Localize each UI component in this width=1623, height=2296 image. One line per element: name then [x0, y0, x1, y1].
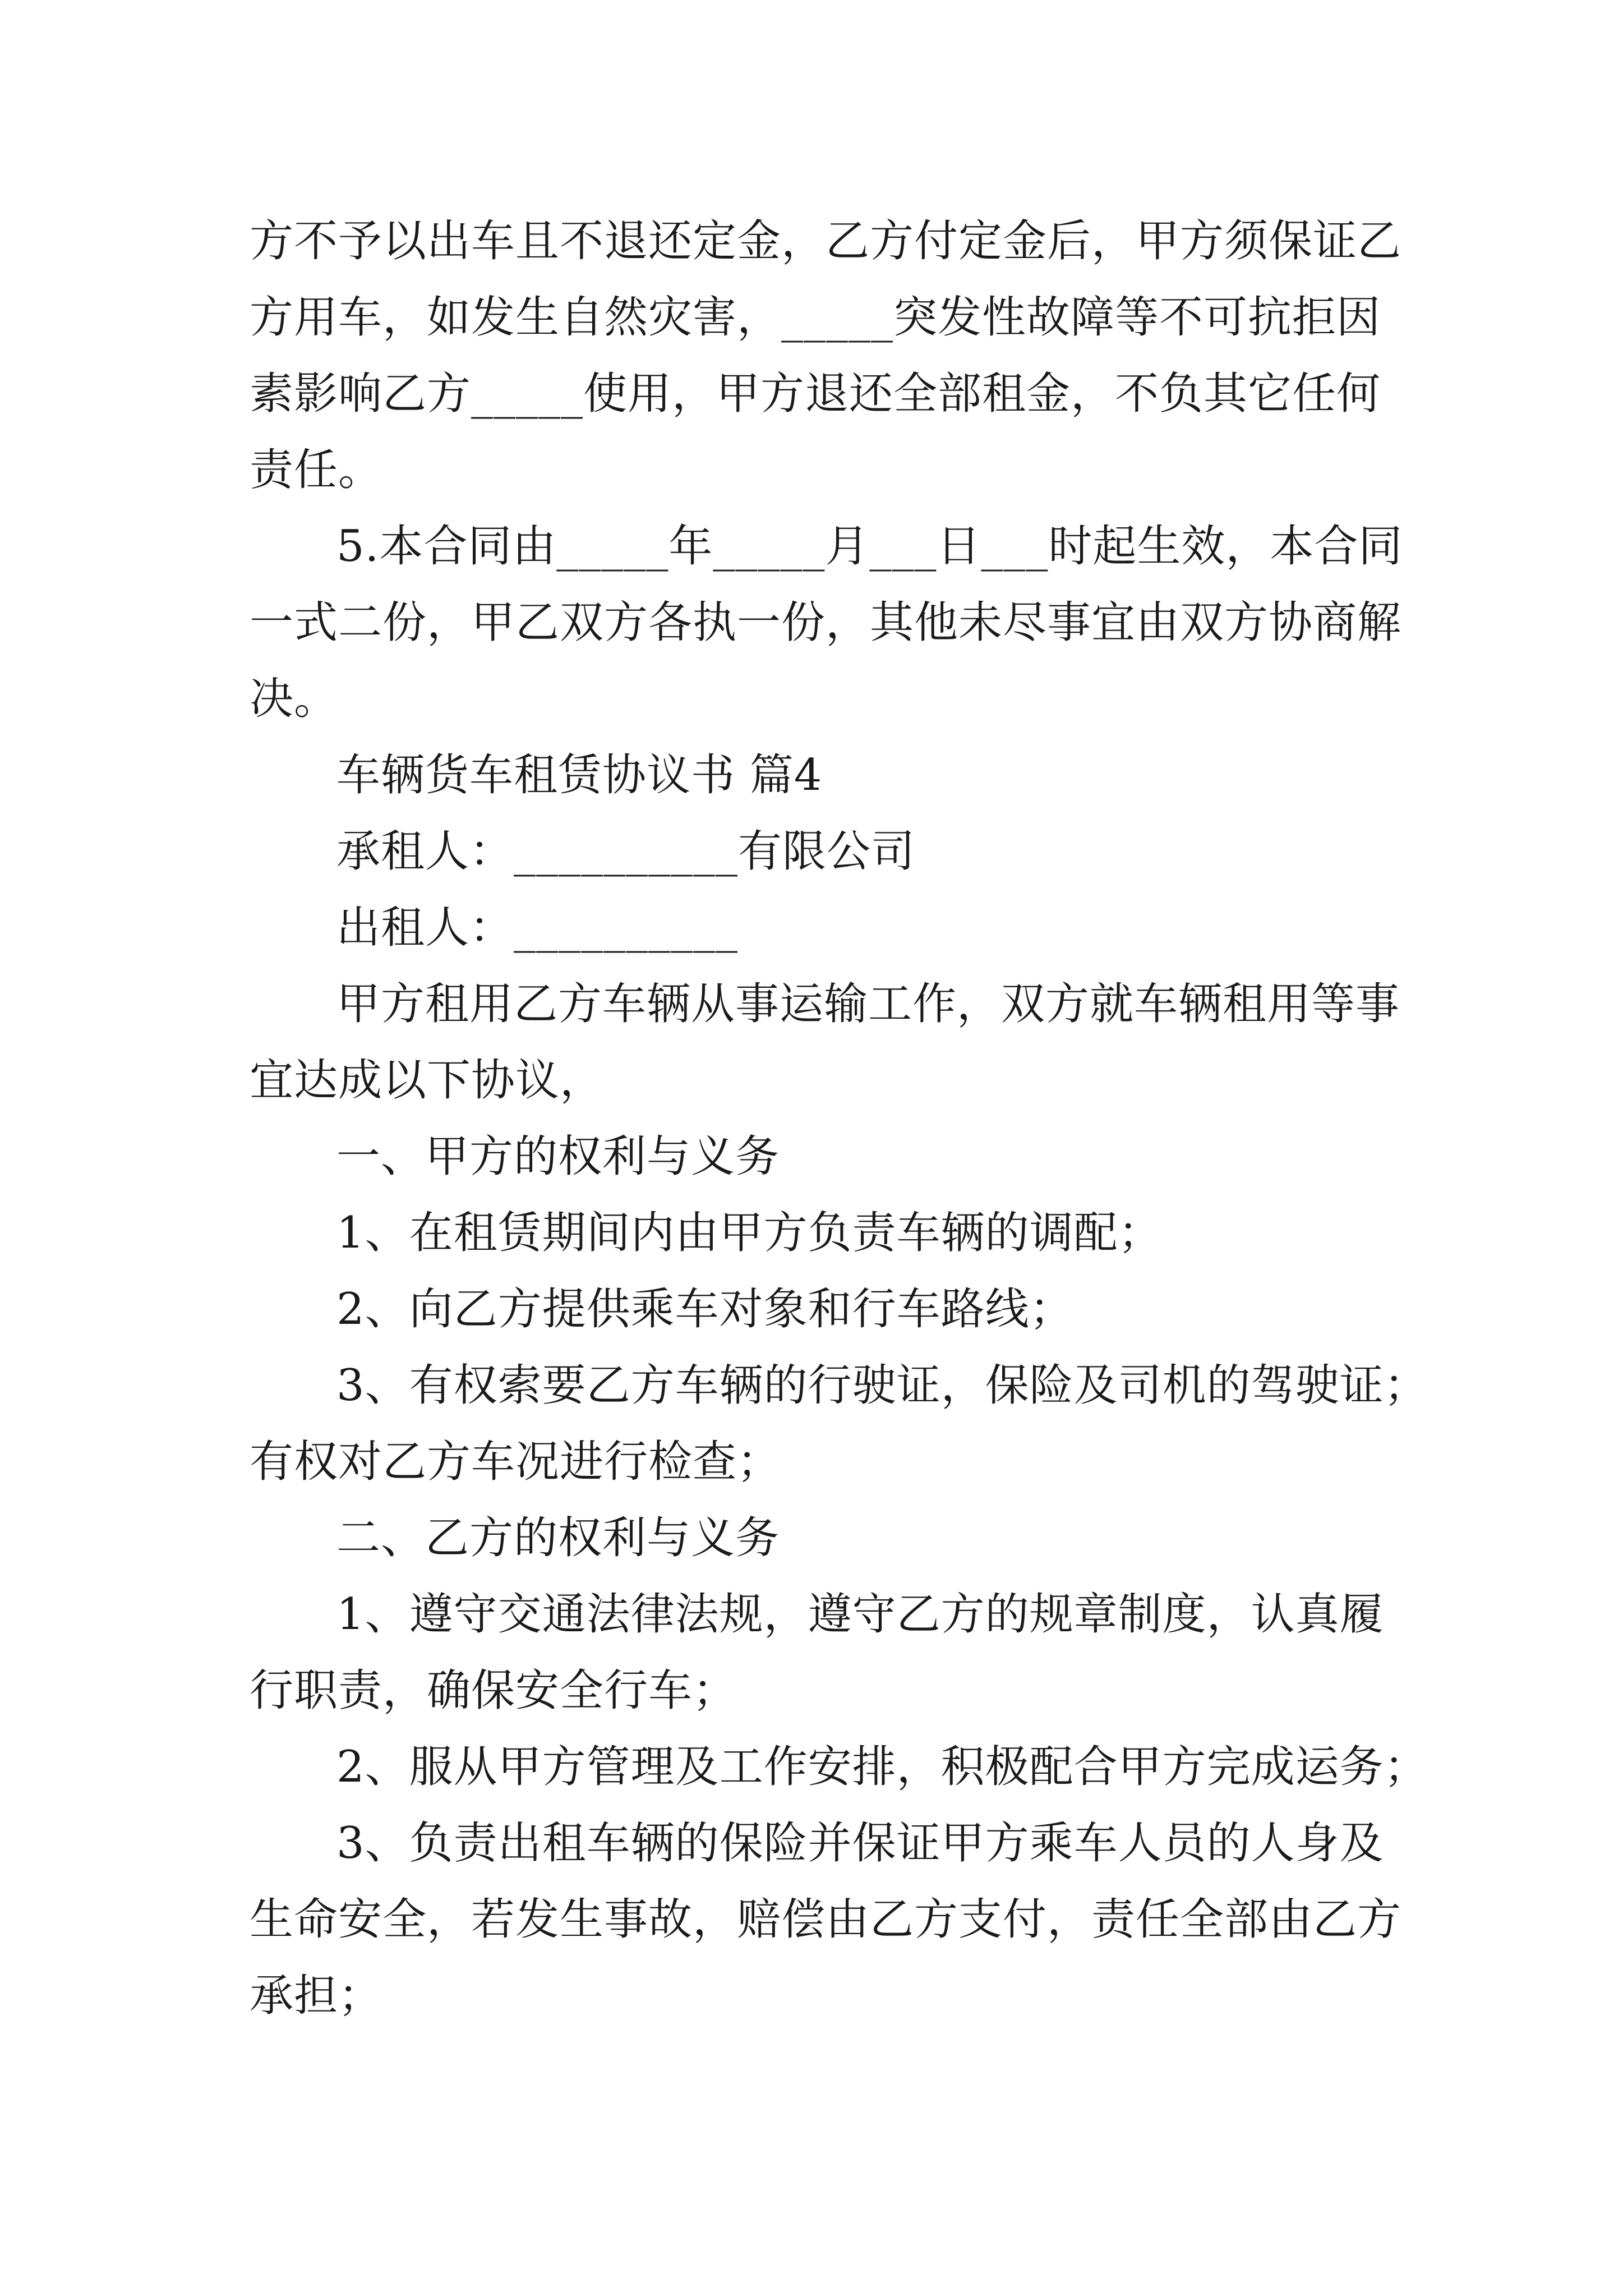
- clause-item: 3、有权索要乙方车辆的行驶证，保险及司机的驾驶证；: [336, 1360, 1428, 1411]
- body-text-line: 宜达成以下协议，: [250, 1055, 605, 1106]
- clause-item: 1、遵守交通法律法规，遵守乙方的规章制度，认真履: [336, 1589, 1384, 1640]
- clause-item: 2、向乙方提供乘车对象和行车路线；: [336, 1284, 1074, 1335]
- body-text-line: 素影响乙方_____使用，甲方退还全部租金，不负其它任何: [250, 369, 1381, 419]
- body-text-line: 方用车，如发生自然灾害，_____突发性故障等不可抗拒因: [250, 292, 1381, 343]
- lessee-field: 承租人：__________有限公司: [336, 826, 916, 877]
- clause-item-continuation: 生命安全，若发生事故，赔偿由乙方支付，责任全部由乙方: [250, 1894, 1402, 1945]
- section-heading: 车辆货车租赁协议书 篇4: [336, 750, 823, 800]
- lessor-field: 出租人：__________: [336, 903, 739, 953]
- clause-item: 2、服从甲方管理及工作安排，积极配合甲方完成运务；: [336, 1742, 1428, 1792]
- clause-heading: 一、甲方的权利与义务: [336, 1131, 780, 1182]
- clause-item: 1、在租赁期间内由甲方负责车辆的调配；: [336, 1208, 1163, 1258]
- body-text-line: 方不予以出车且不退还定金，乙方付定金后，甲方须保证乙: [250, 216, 1402, 266]
- clause-heading: 二、乙方的权利与义务: [336, 1513, 780, 1563]
- clause-item: 3、负责出租车辆的保险并保证甲方乘车人员的人身及: [336, 1818, 1384, 1869]
- body-text-line: 责任。: [250, 445, 383, 495]
- clause-item-continuation: 有权对乙方车况进行检查；: [250, 1437, 782, 1487]
- body-text-line: 甲方租用乙方车辆从事运输工作，双方就车辆租用等事: [336, 979, 1400, 1029]
- body-text-line: 决。: [250, 674, 339, 724]
- body-text-line: 一式二份，甲乙双方各执一份，其他未尽事宜由双方协商解: [250, 597, 1402, 648]
- clause-item-continuation: 行职责，确保安全行车；: [250, 1665, 737, 1716]
- body-text-line: 5.本合同由_____年_____月___日___时起生效，本合同: [336, 521, 1403, 572]
- clause-item-continuation: 承担；: [250, 1971, 383, 2021]
